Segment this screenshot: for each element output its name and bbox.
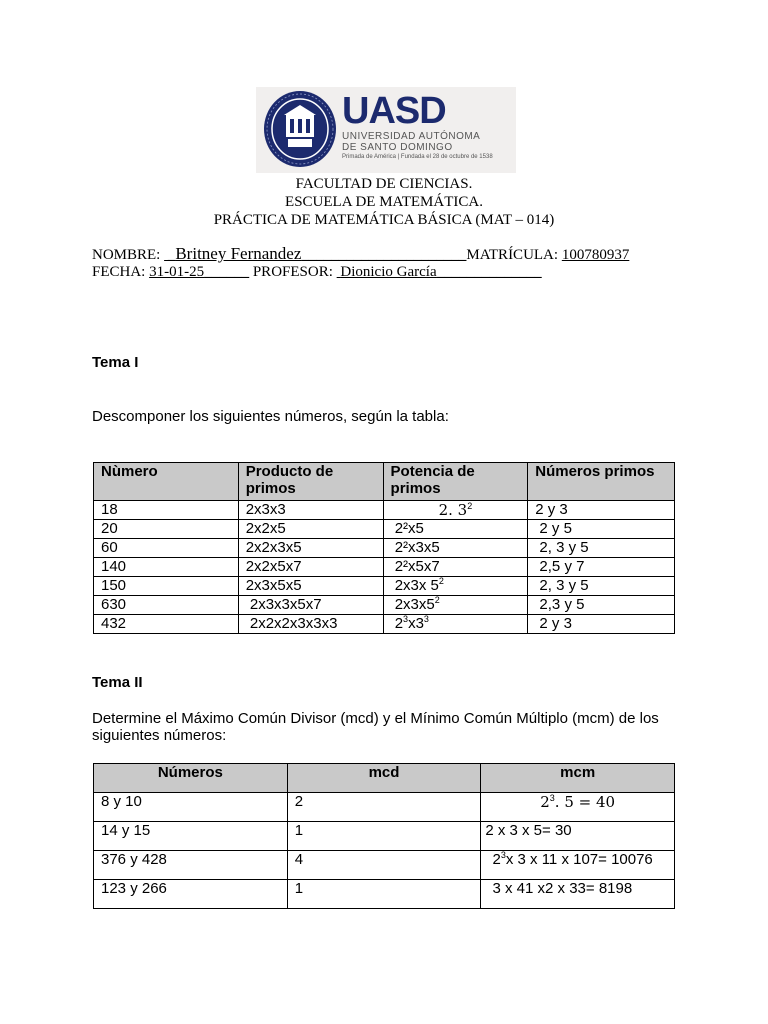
cell-numeros: 123 y 266 [94,880,288,909]
cell-producto: 2x2x5x7 [238,558,383,577]
tema2-header-mcm: mcm [481,764,675,793]
name-value: Britney Fernandez [175,244,302,263]
cell-primos: 2,5 y 7 [528,558,675,577]
table-row [94,539,675,558]
cell-numero: 20 [94,520,239,539]
tema1-header-producto: Producto de primos [238,463,383,501]
cell-numero: 140 [94,558,239,577]
date-value: 31-01-25 [149,264,205,280]
tema2-header-mcd: mcd [287,764,481,793]
cell-primos: 2, 3 y 5 [528,577,675,596]
cell-producto: 2x2x3x5 [238,539,383,558]
logo-brand: UASD [342,90,446,132]
table-row [94,596,675,615]
school-title: ESCUELA DE MATEMÁTICA. [285,194,483,210]
cell-mcd: 1 [287,822,481,851]
table-row [94,822,675,851]
cell-primos: 2 y 5 [528,520,675,539]
cell-primos: 2 y 3 [528,501,675,520]
cell-producto: 2x3x3 [238,501,383,520]
tema2-title: Tema II [92,674,143,691]
cell-producto: 2x2x5 [238,520,383,539]
logo-university-line2: DE SANTO DOMINGO [342,142,453,153]
cell-numero: 60 [94,539,239,558]
cell-potencia: 2²x5x7 [383,558,528,577]
table-row [94,501,675,520]
cell-potencia: 2²x3x5 [383,539,528,558]
cell-numero: 18 [94,501,239,520]
cell-numero: 150 [94,577,239,596]
id-label: MATRÍCULA: [466,247,559,263]
teacher-label: PROFESOR: [252,264,333,280]
cell-numero: 432 [94,615,239,634]
date-teacher-line: FECHA: 31-01-25______ PROFESOR: Dionicio García______________ [92,264,542,280]
practice-title: PRÁCTICA DE MATEMÁTICA BÁSICA (MAT – 014) [213,212,555,228]
cell-mcm: 2 x 3 x 5= 30 [481,822,675,851]
date-label: FECHA: [92,264,146,280]
cell-mcm: $2^3x$ 3 x 11 x 107= 10076 [481,851,675,880]
tema1-instruction: Descomponer los siguientes números, según la tabla: [92,408,449,425]
tema2-header-row [94,764,675,793]
uasd-logo [256,87,516,173]
tema1-title: Tema I [92,354,139,371]
cell-potencia: $2^3x3^3$ [383,615,528,634]
cell-mcd: 1 [287,880,481,909]
cell-numeros: 376 y 428 [94,851,288,880]
cell-potencia: 2²x5 [383,520,528,539]
cell-mcm: 3 x 41 x2 x 33= 8198 [481,880,675,909]
cell-numeros: 14 y 15 [94,822,288,851]
tema2-instruction: Determine el Máximo Común Divisor (mcd) y el Mínimo Común Múltiplo (mcm) de los siguientes números: [92,710,659,744]
cell-potencia: $2x3x5^2$ [383,596,528,615]
tema2-table [93,763,675,909]
tema2-header-numeros: Números [94,764,288,793]
name-label: NOMBRE: [92,247,161,263]
cell-potencia: 2. $3^2$ [383,501,528,520]
table-row [94,520,675,539]
cell-primos: 2,3 y 5 [528,596,675,615]
cell-producto: 2x2x2x3x3x3 [238,615,383,634]
cell-mcm: $2^3$. 5 = 40 [481,793,675,822]
table-row [94,558,675,577]
id-value: 100780937 [561,247,630,263]
tema1-header-primos: Números primos [528,463,675,501]
student-name-line: NOMBRE: _Britney Fernandez______________________MATRÍCULA: 100780937 [92,244,630,263]
tema1-header-row [94,463,675,501]
cell-mcd: 2 [287,793,481,822]
logo-tagline: Primada de América | Fundada el 28 de octubre de 1538 [342,154,493,160]
cell-producto: 2x3x5x5 [238,577,383,596]
tema1-header-potencia: Potencia de primos [383,463,528,501]
table-row [94,793,675,822]
teacher-value: Dionicio García [340,264,437,280]
cell-primos: 2 y 3 [528,615,675,634]
tema1-header-numero: Nùmero [94,463,239,501]
cell-numeros: 8 y 10 [94,793,288,822]
cell-potencia: 2x3x $5^2$ [383,577,528,596]
table-row [94,577,675,596]
table-row [94,615,675,634]
table-row [94,851,675,880]
tema1-table [93,462,675,634]
university-seal-icon [262,89,338,169]
cell-primos: 2, 3 y 5 [528,539,675,558]
table-row [94,880,675,909]
faculty-title: FACULTAD DE CIENCIAS. [295,176,473,192]
cell-numero: 630 [94,596,239,615]
cell-mcd: 4 [287,851,481,880]
cell-producto: 2x3x3x5x7 [238,596,383,615]
logo-university-line1: UNIVERSIDAD AUTÓNOMA [342,131,481,142]
